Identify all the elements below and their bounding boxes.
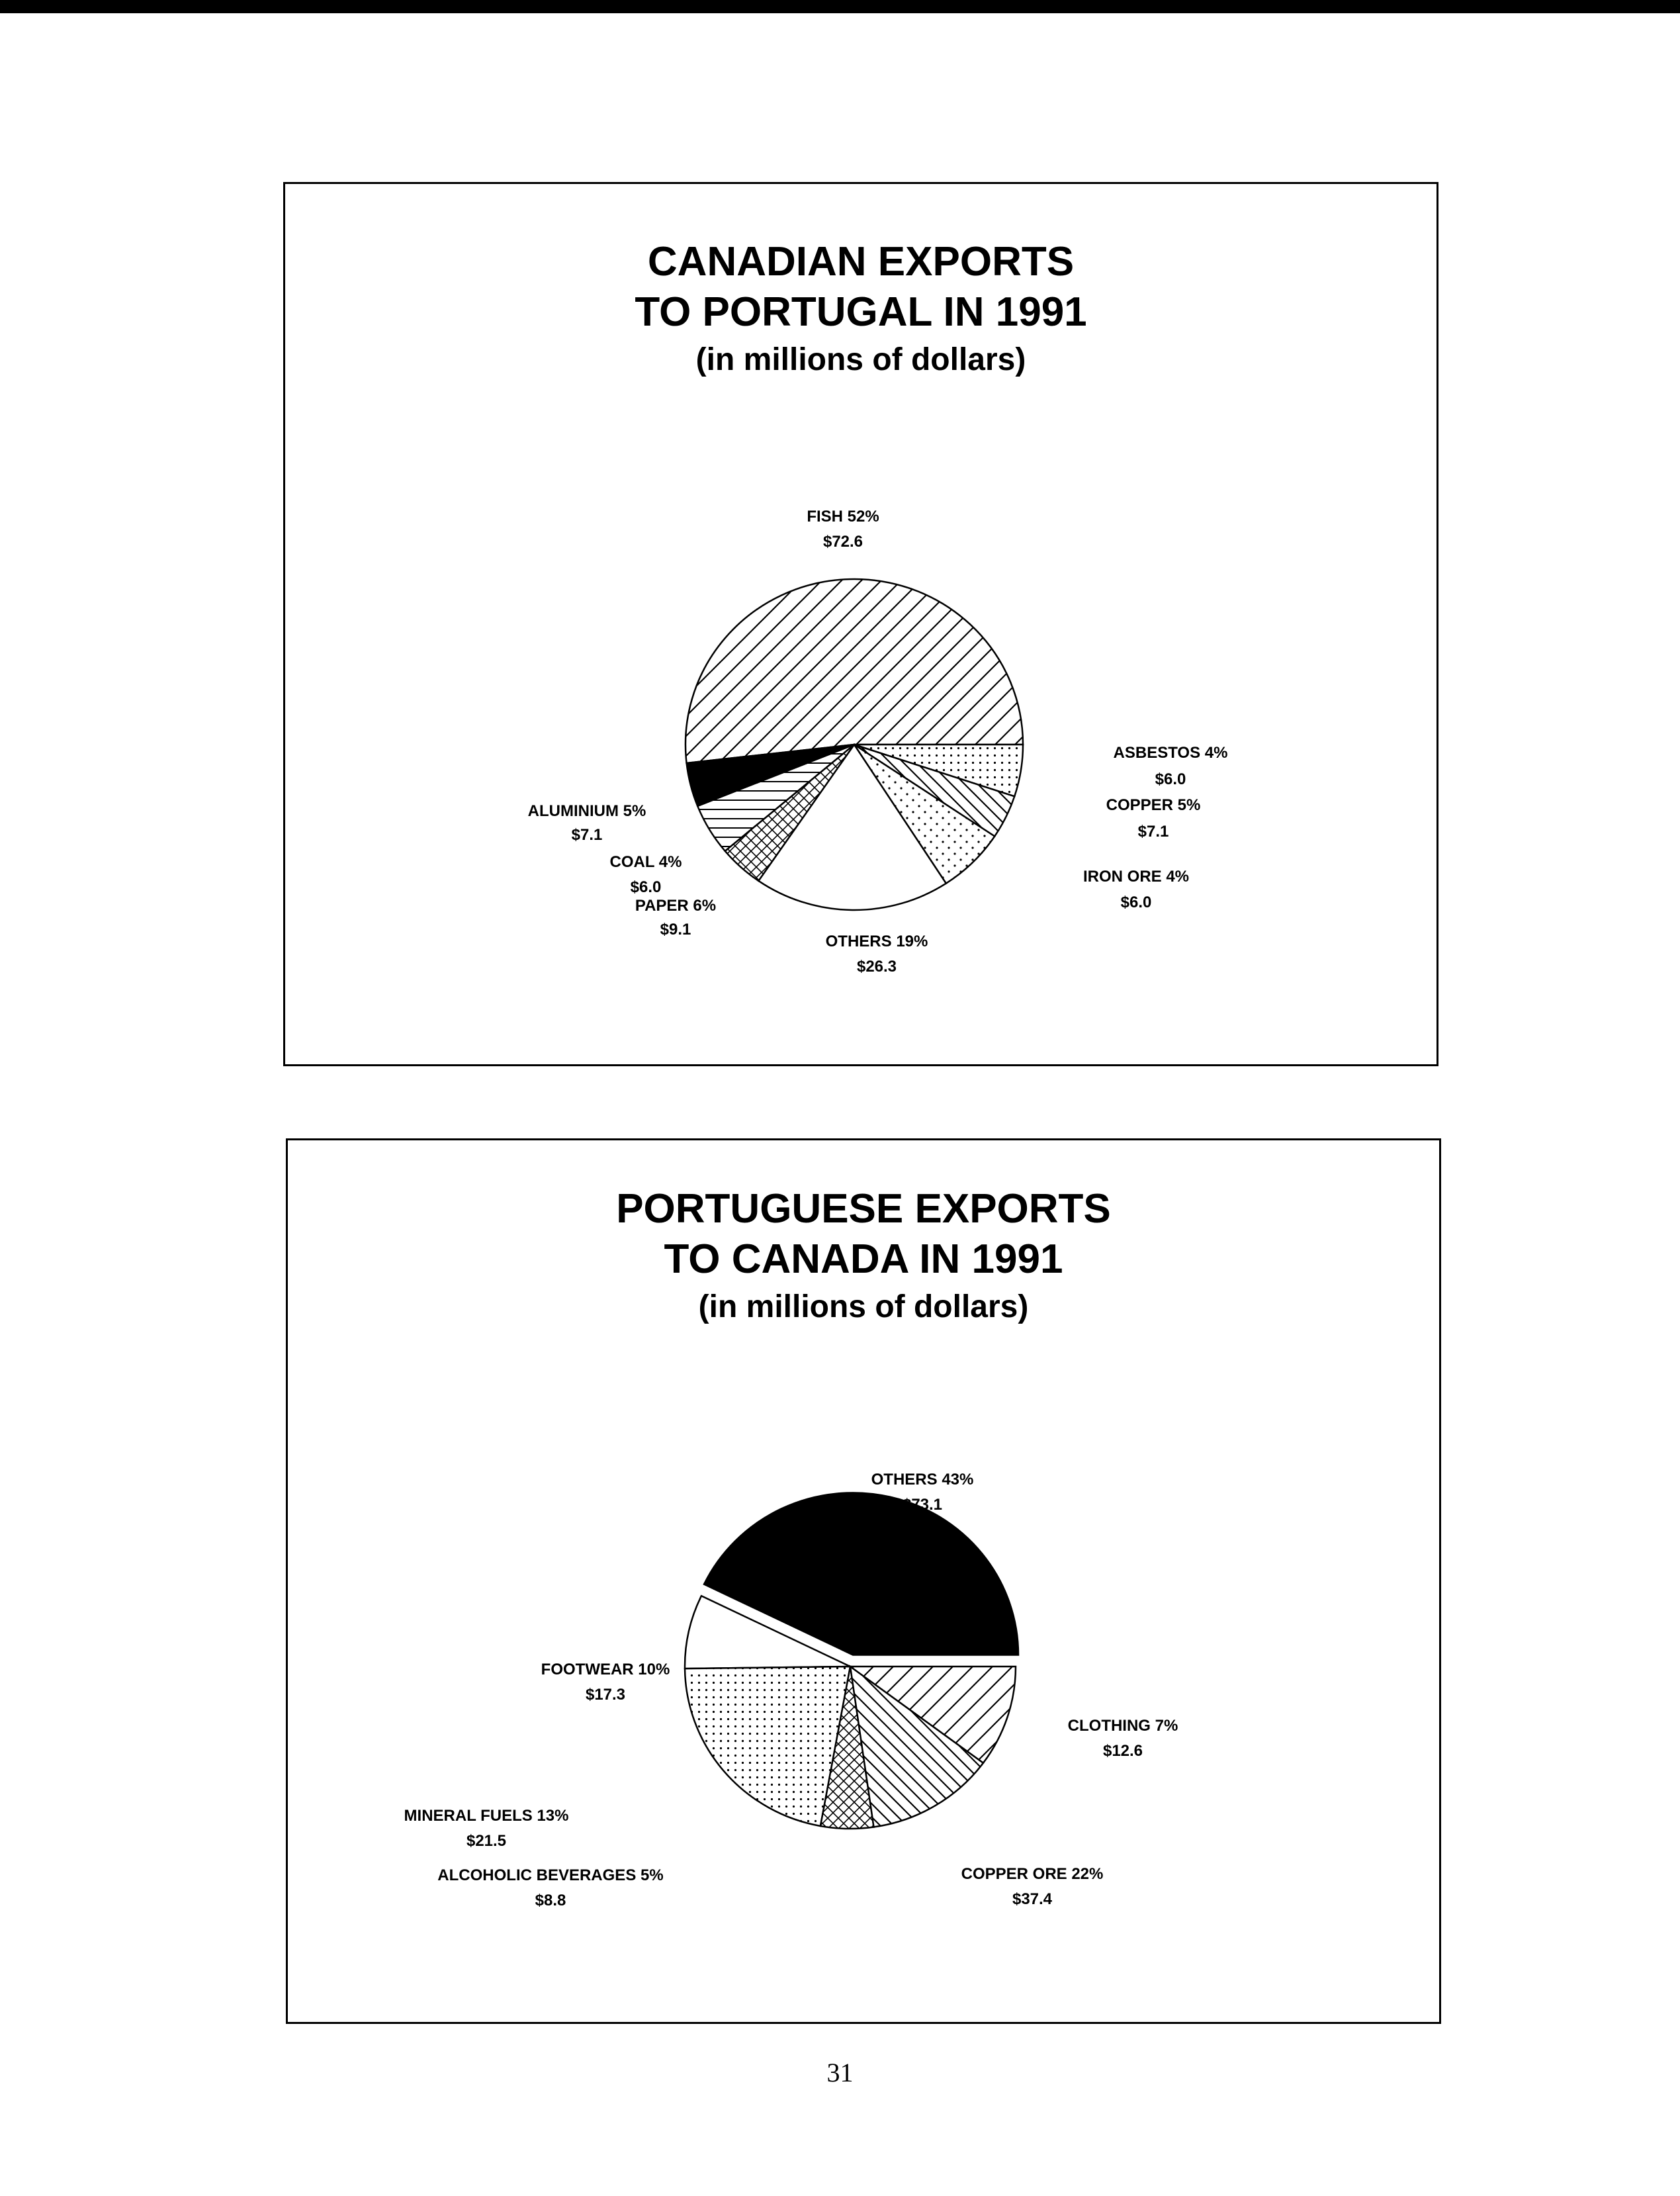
slice-value-mineral-fuels: $21.5 bbox=[466, 1832, 507, 1850]
slice-label-fish: FISH 52% bbox=[807, 508, 879, 526]
slice-label-footwear: FOOTWEAR 10% bbox=[541, 1661, 670, 1678]
slice-value-coal: $6.0 bbox=[630, 878, 662, 896]
slice-value-paper: $9.1 bbox=[660, 921, 691, 938]
chart-title-line2: TO CANADA IN 1991 bbox=[664, 1236, 1063, 1282]
slice-value-fish: $72.6 bbox=[822, 533, 863, 551]
page-number: 31 bbox=[826, 2058, 854, 2087]
slice-value-iron-ore: $6.0 bbox=[1120, 893, 1152, 911]
chart-panel-portuguese-exports bbox=[286, 1138, 1441, 2024]
pie-chart-portuguese-exports bbox=[288, 1140, 1439, 2022]
slice-label-coal: COAL 4% bbox=[609, 853, 682, 871]
pie-slice-fish bbox=[685, 579, 1023, 763]
slice-label-mineral-fuels: MINERAL FUELS 13% bbox=[404, 1807, 569, 1825]
slice-value-others: $26.3 bbox=[856, 958, 897, 976]
chart-title-line1: CANADIAN EXPORTS bbox=[647, 239, 1075, 285]
slice-value-others: $73.1 bbox=[902, 1496, 943, 1514]
slice-value-asbestos: $6.0 bbox=[1155, 770, 1186, 788]
scan-edge-bar bbox=[0, 0, 1680, 13]
pie-chart-canadian-exports bbox=[285, 184, 1437, 1064]
slice-label-clothing: CLOTHING 7% bbox=[1067, 1717, 1178, 1735]
chart-title-line1: PORTUGUESE EXPORTS bbox=[616, 1186, 1111, 1232]
slice-value-copper: $7.1 bbox=[1137, 823, 1169, 841]
slice-label-iron-ore: IRON ORE 4% bbox=[1083, 868, 1190, 886]
chart-panel-canadian-exports bbox=[283, 182, 1438, 1066]
slice-label-aluminium: ALUMINIUM 5% bbox=[527, 802, 646, 820]
chart-subtitle: (in millions of dollars) bbox=[698, 1289, 1029, 1324]
slice-value-footwear: $17.3 bbox=[585, 1686, 626, 1704]
chart-subtitle: (in millions of dollars) bbox=[695, 342, 1026, 377]
slice-label-copper: COPPER 5% bbox=[1106, 796, 1201, 814]
slice-label-alcoholic-beverages: ALCOHOLIC BEVERAGES 5% bbox=[437, 1866, 664, 1884]
slice-label-others: OTHERS 43% bbox=[871, 1471, 974, 1488]
slice-value-copper-ore: $37.4 bbox=[1012, 1890, 1053, 1908]
chart-title-line2: TO PORTUGAL IN 1991 bbox=[635, 289, 1087, 335]
slice-label-paper: PAPER 6% bbox=[635, 897, 717, 915]
slice-label-copper-ore: COPPER ORE 22% bbox=[961, 1865, 1104, 1883]
slice-value-aluminium: $7.1 bbox=[571, 826, 603, 844]
slice-label-others: OTHERS 19% bbox=[825, 933, 928, 950]
slice-value-clothing: $12.6 bbox=[1102, 1742, 1143, 1760]
slice-value-alcoholic-beverages: $8.8 bbox=[535, 1892, 566, 1909]
slice-label-asbestos: ASBESTOS 4% bbox=[1113, 744, 1228, 762]
